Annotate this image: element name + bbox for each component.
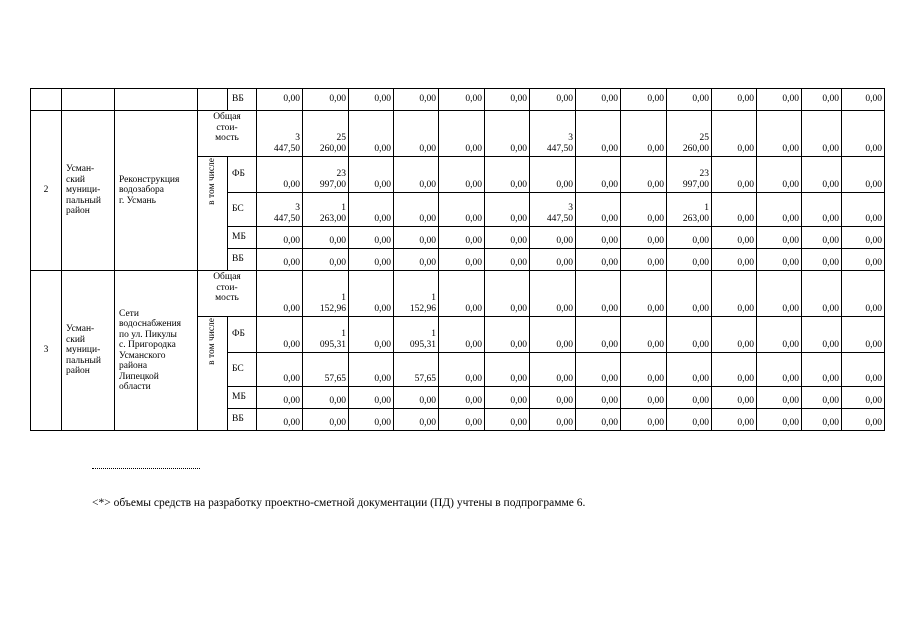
fund-code: ВБ [228,89,257,111]
value-cell: 0,00 [485,89,530,111]
fund-code: ВБ [228,409,257,431]
value-cell: 0,00 [257,227,303,249]
value-cell: 0,00 [576,249,621,271]
value-cell: 0,00 [349,249,394,271]
value-cell: 0,00 [802,111,842,157]
value-cell: 0,00 [439,157,485,193]
value-cell: 0,00 [576,353,621,387]
value-cell: 0,00 [621,157,667,193]
budget-table [30,88,885,431]
table-row [31,271,885,317]
value-cell: 0,00 [802,409,842,431]
value-cell: 0,00 [757,353,802,387]
value-cell: 0,00 [621,409,667,431]
value-cell: 0,00 [842,193,885,227]
value-cell: 0,00 [667,249,712,271]
value-cell: 0,00 [257,157,303,193]
value-cell: 0,00 [621,249,667,271]
footnote-text: <*> объемы средств на разработку проектно-сметной документации (ПД) учтены в подпрограмме 6. [92,497,586,509]
value-cell: 0,00 [842,317,885,353]
value-cell: 0,00 [621,227,667,249]
value-cell: 0,00 [842,387,885,409]
value-cell: 0,00 [439,111,485,157]
empty-cell [62,89,115,111]
value-cell: 1 152,96 [394,271,439,317]
value-cell: 0,00 [842,409,885,431]
table-row [31,89,885,111]
value-cell: 0,00 [757,317,802,353]
value-cell: 0,00 [530,387,576,409]
value-cell: 3 447,50 [530,111,576,157]
value-cell: 0,00 [802,387,842,409]
value-cell: 0,00 [485,193,530,227]
value-cell: 0,00 [349,271,394,317]
value-cell: 0,00 [802,271,842,317]
value-cell: 0,00 [485,249,530,271]
value-cell: 1 095,31 [394,317,439,353]
value-cell: 57,65 [303,353,349,387]
value-cell: 0,00 [530,353,576,387]
subgroup-label-cell [198,157,228,271]
table-row [31,111,885,157]
value-cell: 0,00 [349,89,394,111]
value-cell: 0,00 [712,227,757,249]
value-cell: 1 095,31 [303,317,349,353]
value-cell: 0,00 [530,249,576,271]
project-name: Сети водоснабжения по ул. Пикулы с. Пригородка Усманского района Липецкой области [115,271,198,431]
value-cell: 0,00 [667,227,712,249]
value-cell: 0,00 [621,387,667,409]
value-cell: 0,00 [439,409,485,431]
fund-code: БС [228,193,257,227]
footnote-divider [92,468,200,469]
value-cell: 0,00 [439,317,485,353]
value-cell: 0,00 [349,111,394,157]
value-cell: 0,00 [802,193,842,227]
value-cell: 0,00 [757,387,802,409]
value-cell: 0,00 [576,387,621,409]
value-cell: 0,00 [257,409,303,431]
empty-cell [198,89,228,111]
value-cell: 0,00 [667,89,712,111]
fund-code: ФБ [228,317,257,353]
value-cell: 0,00 [757,271,802,317]
district-name: Усман- ский муници- пальный район [62,271,115,431]
subgroup-label-cell [198,317,228,431]
value-cell: 0,00 [712,89,757,111]
value-cell: 0,00 [842,353,885,387]
value-cell: 0,00 [530,271,576,317]
value-cell: 0,00 [257,249,303,271]
value-cell: 0,00 [576,317,621,353]
value-cell: 57,65 [394,353,439,387]
value-cell: 0,00 [303,387,349,409]
fund-code: МБ [228,387,257,409]
value-cell: 0,00 [842,271,885,317]
value-cell: 0,00 [530,409,576,431]
value-cell: 0,00 [349,353,394,387]
value-cell: 0,00 [621,317,667,353]
value-cell: 0,00 [303,227,349,249]
value-cell: 0,00 [802,353,842,387]
value-cell: 0,00 [439,89,485,111]
fund-code: МБ [228,227,257,249]
value-cell: 0,00 [394,227,439,249]
value-cell: 0,00 [530,89,576,111]
value-cell: 0,00 [842,227,885,249]
value-cell: 0,00 [576,157,621,193]
value-cell: 0,00 [757,249,802,271]
value-cell: 0,00 [576,111,621,157]
value-cell: 0,00 [485,157,530,193]
value-cell: 0,00 [757,193,802,227]
value-cell: 0,00 [394,193,439,227]
value-cell: 0,00 [842,157,885,193]
value-cell: 0,00 [439,271,485,317]
value-cell: 0,00 [712,249,757,271]
total-cost-label: Общая стои- мость [198,111,257,157]
value-cell: 0,00 [485,387,530,409]
value-cell: 0,00 [303,89,349,111]
value-cell: 0,00 [349,409,394,431]
value-cell: 0,00 [712,409,757,431]
value-cell: 1 263,00 [667,193,712,227]
value-cell: 0,00 [530,157,576,193]
value-cell: 25 260,00 [303,111,349,157]
value-cell: 0,00 [257,387,303,409]
total-cost-label: Общая стои- мость [198,271,257,317]
value-cell: 0,00 [439,353,485,387]
value-cell: 0,00 [757,227,802,249]
value-cell: 0,00 [802,157,842,193]
value-cell: 0,00 [394,111,439,157]
value-cell: 0,00 [842,89,885,111]
value-cell: 0,00 [439,227,485,249]
value-cell: 0,00 [667,271,712,317]
fund-code: ВБ [228,249,257,271]
value-cell: 23 997,00 [667,157,712,193]
value-cell: 0,00 [349,157,394,193]
value-cell: 0,00 [576,193,621,227]
value-cell: 0,00 [349,227,394,249]
value-cell: 0,00 [394,249,439,271]
value-cell: 0,00 [485,409,530,431]
value-cell: 0,00 [485,317,530,353]
value-cell: 0,00 [303,249,349,271]
value-cell: 0,00 [802,249,842,271]
value-cell: 0,00 [394,409,439,431]
value-cell: 0,00 [621,193,667,227]
fund-code: БС [228,353,257,387]
empty-cell [115,89,198,111]
value-cell: 0,00 [576,409,621,431]
value-cell: 3 447,50 [257,193,303,227]
value-cell: 0,00 [485,271,530,317]
value-cell: 1 263,00 [303,193,349,227]
value-cell: 0,00 [712,271,757,317]
value-cell: 0,00 [802,317,842,353]
value-cell: 0,00 [712,193,757,227]
empty-cell [31,89,62,111]
value-cell: 0,00 [439,387,485,409]
row-number: 3 [31,271,62,431]
value-cell: 0,00 [667,409,712,431]
value-cell: 0,00 [802,89,842,111]
row-number: 2 [31,111,62,271]
value-cell: 0,00 [712,317,757,353]
fund-code: ФБ [228,157,257,193]
value-cell: 0,00 [530,317,576,353]
value-cell: 0,00 [485,111,530,157]
value-cell: 0,00 [530,227,576,249]
value-cell: 0,00 [842,111,885,157]
value-cell: 1 152,96 [303,271,349,317]
value-cell: 0,00 [712,387,757,409]
value-cell: 0,00 [394,387,439,409]
value-cell: 0,00 [576,271,621,317]
value-cell: 0,00 [621,89,667,111]
value-cell: 3 447,50 [530,193,576,227]
value-cell: 0,00 [757,89,802,111]
subgroup-label: в том числе [207,158,218,205]
value-cell: 0,00 [667,353,712,387]
district-name: Усман- ский муници- пальный район [62,111,115,271]
value-cell: 0,00 [842,249,885,271]
value-cell: 0,00 [394,157,439,193]
value-cell: 0,00 [349,193,394,227]
value-cell: 0,00 [757,111,802,157]
value-cell: 0,00 [394,89,439,111]
value-cell: 0,00 [439,249,485,271]
value-cell: 0,00 [349,387,394,409]
value-cell: 0,00 [712,111,757,157]
value-cell: 0,00 [621,353,667,387]
value-cell: 0,00 [802,227,842,249]
value-cell: 0,00 [712,157,757,193]
value-cell: 0,00 [621,271,667,317]
value-cell: 3 447,50 [257,111,303,157]
value-cell: 25 260,00 [667,111,712,157]
value-cell: 0,00 [485,353,530,387]
value-cell: 0,00 [303,409,349,431]
value-cell: 23 997,00 [303,157,349,193]
value-cell: 0,00 [757,409,802,431]
value-cell: 0,00 [667,387,712,409]
value-cell: 0,00 [349,317,394,353]
value-cell: 0,00 [485,227,530,249]
value-cell: 0,00 [257,271,303,317]
value-cell: 0,00 [439,193,485,227]
value-cell: 0,00 [576,227,621,249]
value-cell: 0,00 [257,89,303,111]
subgroup-label: в том числе [207,318,218,365]
value-cell: 0,00 [257,353,303,387]
value-cell: 0,00 [621,111,667,157]
project-name: Реконструкция водозабора г. Усмань [115,111,198,271]
value-cell: 0,00 [667,317,712,353]
value-cell: 0,00 [576,89,621,111]
value-cell: 0,00 [712,353,757,387]
value-cell: 0,00 [257,317,303,353]
value-cell: 0,00 [757,157,802,193]
